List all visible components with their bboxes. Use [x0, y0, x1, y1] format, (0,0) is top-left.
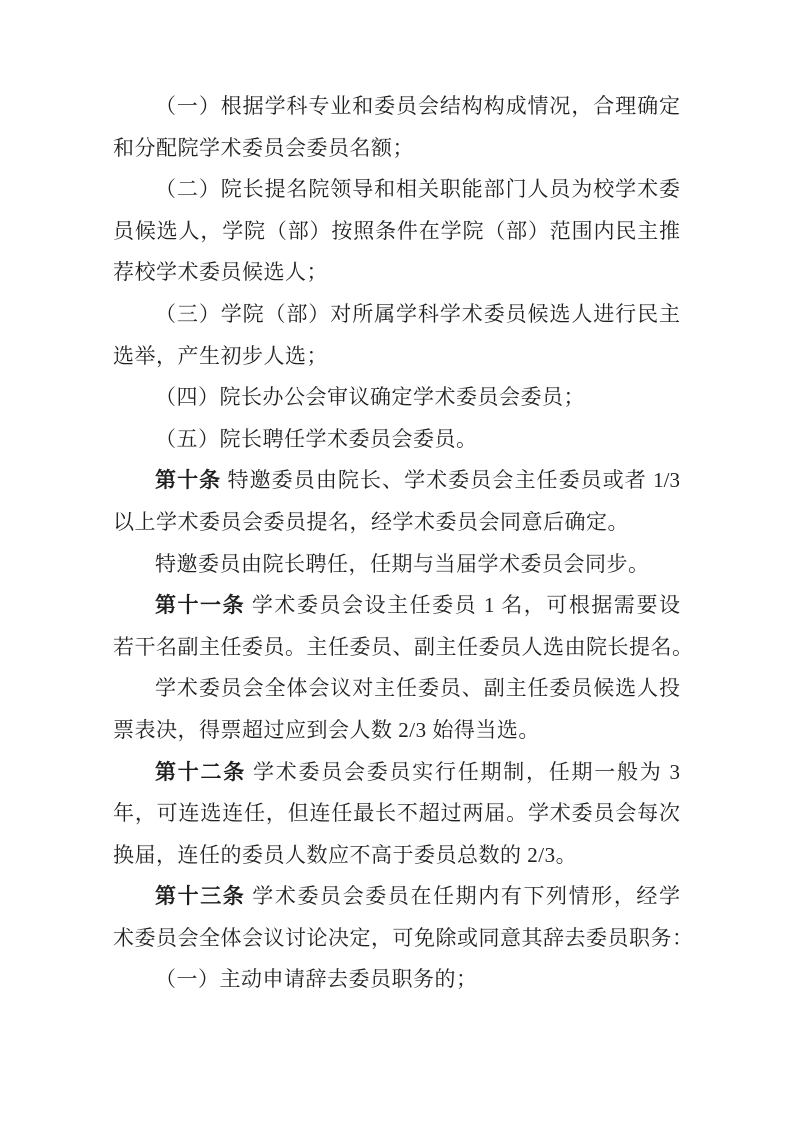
line-text: （三）学院（部）对所属学科学术委员候选人进行民主	[155, 301, 680, 326]
line-text: 学术委员会设主任委员 1 名，可根据需要设	[251, 593, 680, 618]
document-line	[113, 252, 680, 294]
line-text: （五）院长聘任学术委员会委员。	[155, 426, 478, 451]
line-text: 员候选人，学院（部）按照条件在学院（部）范围内民主推	[113, 218, 680, 243]
document-line	[113, 169, 680, 211]
document-line	[113, 876, 680, 918]
document-line	[113, 585, 680, 627]
article-number: 第十条	[155, 468, 222, 493]
line-text: 术委员会全体会议讨论决定，可免除或同意其辞去委员职务：	[113, 925, 694, 950]
line-text: 年，可连选连任，但连任最长不超过两届。学术委员会每次	[113, 801, 680, 826]
document-line	[113, 918, 694, 960]
line-text: 换届，连任的委员人数应不高于委员总数的 2/3。	[113, 842, 578, 867]
document-line	[113, 336, 680, 378]
document-line	[113, 627, 694, 669]
line-text: 若干名副主任委员。主任委员、副主任委员人选由院长提名。	[113, 634, 694, 659]
document-line	[113, 377, 680, 419]
line-text: 特邀委员由院长、学术委员会主任委员或者 1/3	[227, 468, 681, 493]
line-text: （一）主动申请辞去委员职务的；	[155, 967, 478, 992]
line-text: 以上学术委员会委员提名，经学术委员会同意后确定。	[113, 509, 629, 534]
article-number: 第十一条	[155, 593, 246, 618]
document-line	[113, 294, 680, 336]
article-number: 第十三条	[155, 884, 246, 909]
document-line	[113, 752, 680, 794]
line-text: 学术委员会委员实行任期制，任期一般为 3	[253, 759, 680, 784]
document-line	[113, 544, 680, 586]
line-text: （一）根据学科专业和委员会结构构成情况，合理确定	[155, 94, 680, 118]
line-text: 和分配院学术委员会委员名额；	[113, 135, 414, 160]
line-text: （四）院长办公会审议确定学术委员会委员；	[155, 385, 585, 410]
line-text: 特邀委员由院长聘任，任期与当届学术委员会同步。	[155, 551, 650, 576]
line-text: 学术委员会委员在任期内有下列情形，经学	[252, 884, 681, 909]
document-line	[113, 86, 680, 128]
document-line	[113, 668, 680, 710]
line-text: 票表决，得票超过应到会人数 2/3 始得当选。	[113, 717, 540, 742]
document-line	[113, 211, 680, 253]
document-line	[113, 128, 680, 170]
line-text: 选举，产生初步人选；	[113, 343, 328, 368]
document-line	[113, 419, 680, 461]
document-body	[113, 86, 694, 1001]
document-line	[113, 502, 680, 544]
document-line	[113, 793, 680, 835]
line-text: 荐校学术委员候选人；	[113, 260, 328, 285]
line-text: 学术委员会全体会议对主任委员、副主任委员候选人投	[155, 676, 680, 701]
document-line	[113, 710, 680, 752]
document-line	[113, 835, 680, 877]
line-text: （二）院长提名院领导和相关职能部门人员为校学术委	[155, 177, 680, 202]
article-number: 第十二条	[155, 759, 246, 784]
document-line	[113, 959, 680, 1001]
document-line	[113, 460, 680, 502]
